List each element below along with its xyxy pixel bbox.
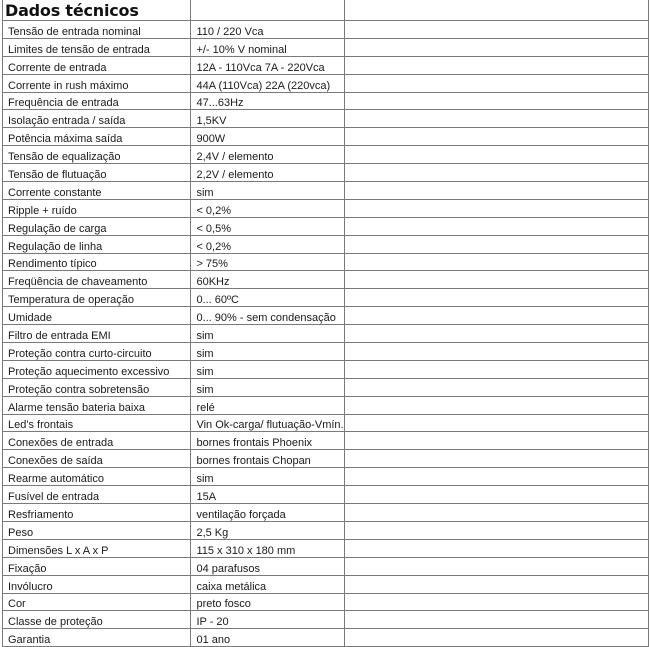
empty-cell bbox=[344, 557, 648, 575]
header-empty-cell bbox=[191, 0, 344, 21]
empty-cell bbox=[344, 611, 648, 629]
table-row bbox=[3, 128, 649, 146]
empty-cell bbox=[344, 182, 648, 200]
spec-label: Tensão de equalização bbox=[3, 146, 191, 164]
empty-cell bbox=[344, 56, 648, 74]
spec-value: preto fosco bbox=[191, 593, 344, 611]
spec-label: Conexões de saída bbox=[3, 450, 191, 468]
spec-label: Tensão de entrada nominal bbox=[3, 21, 191, 39]
spec-value: 0... 60ºC bbox=[191, 289, 344, 307]
empty-cell bbox=[344, 128, 648, 146]
empty-cell bbox=[344, 504, 648, 522]
table-row bbox=[3, 539, 649, 557]
spec-label: Fixação bbox=[3, 557, 191, 575]
empty-cell bbox=[344, 521, 648, 539]
table-header-row bbox=[3, 0, 649, 21]
spec-value: 900W bbox=[191, 128, 344, 146]
empty-cell bbox=[344, 575, 648, 593]
table-row bbox=[3, 629, 649, 647]
empty-cell bbox=[344, 539, 648, 557]
empty-cell bbox=[344, 360, 648, 378]
table-row bbox=[3, 289, 649, 307]
table-row bbox=[3, 593, 649, 611]
empty-cell bbox=[344, 235, 648, 253]
spec-value: sim bbox=[191, 343, 344, 361]
table-row bbox=[3, 217, 649, 235]
spec-value: IP - 20 bbox=[191, 611, 344, 629]
spec-value: 2,5 Kg bbox=[191, 521, 344, 539]
table-row bbox=[3, 468, 649, 486]
empty-cell bbox=[344, 325, 648, 343]
spec-label: Frequência de entrada bbox=[3, 92, 191, 110]
empty-cell bbox=[344, 271, 648, 289]
table-row bbox=[3, 378, 649, 396]
spec-value: sim bbox=[191, 182, 344, 200]
spec-label: Invólucro bbox=[3, 575, 191, 593]
table-row bbox=[3, 307, 649, 325]
table-row bbox=[3, 414, 649, 432]
empty-cell bbox=[344, 164, 648, 182]
spec-value: 47...63Hz bbox=[191, 92, 344, 110]
empty-cell bbox=[344, 307, 648, 325]
spec-label: Resfriamento bbox=[3, 504, 191, 522]
empty-cell bbox=[344, 396, 648, 414]
spec-label: Rearme automático bbox=[3, 468, 191, 486]
table-row bbox=[3, 557, 649, 575]
spec-value: relé bbox=[191, 396, 344, 414]
spec-value: 2,2V / elemento bbox=[191, 164, 344, 182]
spec-value: 115 x 310 x 180 mm bbox=[191, 539, 344, 557]
spec-label: Umidade bbox=[3, 307, 191, 325]
technical-specs-body bbox=[3, 0, 649, 647]
empty-cell bbox=[344, 414, 648, 432]
spec-value: 15A bbox=[191, 486, 344, 504]
spec-value: 60KHz bbox=[191, 271, 344, 289]
spec-value: 2,4V / elemento bbox=[191, 146, 344, 164]
spec-label: Temperatura de operação bbox=[3, 289, 191, 307]
table-row bbox=[3, 486, 649, 504]
spec-label: Potência máxima saída bbox=[3, 128, 191, 146]
table-row bbox=[3, 92, 649, 110]
table-row bbox=[3, 110, 649, 128]
spec-label: Freqüência de chaveamento bbox=[3, 271, 191, 289]
empty-cell bbox=[344, 289, 648, 307]
empty-cell bbox=[344, 378, 648, 396]
empty-cell bbox=[344, 146, 648, 164]
spec-value: 0... 90% - sem condensação bbox=[191, 307, 344, 325]
empty-cell bbox=[344, 486, 648, 504]
table-row bbox=[3, 74, 649, 92]
table-row bbox=[3, 521, 649, 539]
spec-label: Filtro de entrada EMI bbox=[3, 325, 191, 343]
table-row bbox=[3, 450, 649, 468]
empty-cell bbox=[344, 450, 648, 468]
spec-label: Rendimento típico bbox=[3, 253, 191, 271]
spec-value: Vin Ok-carga/ flutuação-Vmín. bbox=[191, 414, 344, 432]
table-row bbox=[3, 235, 649, 253]
table-row bbox=[3, 360, 649, 378]
page-title: Dados técnicos bbox=[3, 0, 191, 21]
spec-value: +/- 10% V nominal bbox=[191, 38, 344, 56]
spec-label: Corrente in rush máximo bbox=[3, 74, 191, 92]
spec-value: 110 / 220 Vca bbox=[191, 21, 344, 39]
empty-cell bbox=[344, 110, 648, 128]
table-row bbox=[3, 396, 649, 414]
spec-label: Proteção contra curto-circuito bbox=[3, 343, 191, 361]
table-row bbox=[3, 164, 649, 182]
spec-label: Alarme tensão bateria baixa bbox=[3, 396, 191, 414]
spec-value: 04 parafusos bbox=[191, 557, 344, 575]
empty-cell bbox=[344, 468, 648, 486]
table-row bbox=[3, 611, 649, 629]
table-row bbox=[3, 575, 649, 593]
table-row bbox=[3, 325, 649, 343]
spec-value: caixa metálica bbox=[191, 575, 344, 593]
spec-label: Fusível de entrada bbox=[3, 486, 191, 504]
spec-label: Proteção aquecimento excessivo bbox=[3, 360, 191, 378]
spec-label: Proteção contra sobretensão bbox=[3, 378, 191, 396]
spec-value: sim bbox=[191, 378, 344, 396]
spec-value: 1,5KV bbox=[191, 110, 344, 128]
table-row bbox=[3, 21, 649, 39]
spec-label: Corrente de entrada bbox=[3, 56, 191, 74]
empty-cell bbox=[344, 253, 648, 271]
empty-cell bbox=[344, 74, 648, 92]
table-row bbox=[3, 271, 649, 289]
empty-cell bbox=[344, 38, 648, 56]
spec-label: Isolação entrada / saída bbox=[3, 110, 191, 128]
spec-value: sim bbox=[191, 325, 344, 343]
header-empty-cell bbox=[344, 0, 648, 21]
empty-cell bbox=[344, 629, 648, 647]
spec-label: Ripple + ruído bbox=[3, 199, 191, 217]
spec-label: Garantia bbox=[3, 629, 191, 647]
spec-value: bornes frontais Phoenix bbox=[191, 432, 344, 450]
table-row bbox=[3, 432, 649, 450]
spec-value: < 0,2% bbox=[191, 199, 344, 217]
table-row bbox=[3, 56, 649, 74]
spec-value: bornes frontais Chopan bbox=[191, 450, 344, 468]
spec-value: 12A - 110Vca 7A - 220Vca bbox=[191, 56, 344, 74]
spec-value: < 0,5% bbox=[191, 217, 344, 235]
spec-label: Dimensões L x A x P bbox=[3, 539, 191, 557]
spec-label: Regulação de linha bbox=[3, 235, 191, 253]
spec-value: 44A (110Vca) 22A (220vca) bbox=[191, 74, 344, 92]
spec-label: Corrente constante bbox=[3, 182, 191, 200]
spec-label: Regulação de carga bbox=[3, 217, 191, 235]
spec-value: 01 ano bbox=[191, 629, 344, 647]
spec-label: Cor bbox=[3, 593, 191, 611]
empty-cell bbox=[344, 92, 648, 110]
table-row bbox=[3, 504, 649, 522]
spec-label: Tensão de flutuação bbox=[3, 164, 191, 182]
spec-label: Limites de tensão de entrada bbox=[3, 38, 191, 56]
table-row bbox=[3, 182, 649, 200]
table-row bbox=[3, 146, 649, 164]
spec-label: Peso bbox=[3, 521, 191, 539]
empty-cell bbox=[344, 199, 648, 217]
spec-label: Conexões de entrada bbox=[3, 432, 191, 450]
spec-value: sim bbox=[191, 360, 344, 378]
spec-label: Classe de proteção bbox=[3, 611, 191, 629]
spec-value: sim bbox=[191, 468, 344, 486]
spec-value: < 0,2% bbox=[191, 235, 344, 253]
empty-cell bbox=[344, 21, 648, 39]
empty-cell bbox=[344, 343, 648, 361]
spec-label: Led's frontais bbox=[3, 414, 191, 432]
table-row bbox=[3, 253, 649, 271]
empty-cell bbox=[344, 593, 648, 611]
table-row bbox=[3, 38, 649, 56]
table-row bbox=[3, 343, 649, 361]
table-row bbox=[3, 199, 649, 217]
empty-cell bbox=[344, 432, 648, 450]
spec-value: ventilação forçada bbox=[191, 504, 344, 522]
empty-cell bbox=[344, 217, 648, 235]
spec-value: > 75% bbox=[191, 253, 344, 271]
technical-specs-table bbox=[2, 0, 649, 647]
